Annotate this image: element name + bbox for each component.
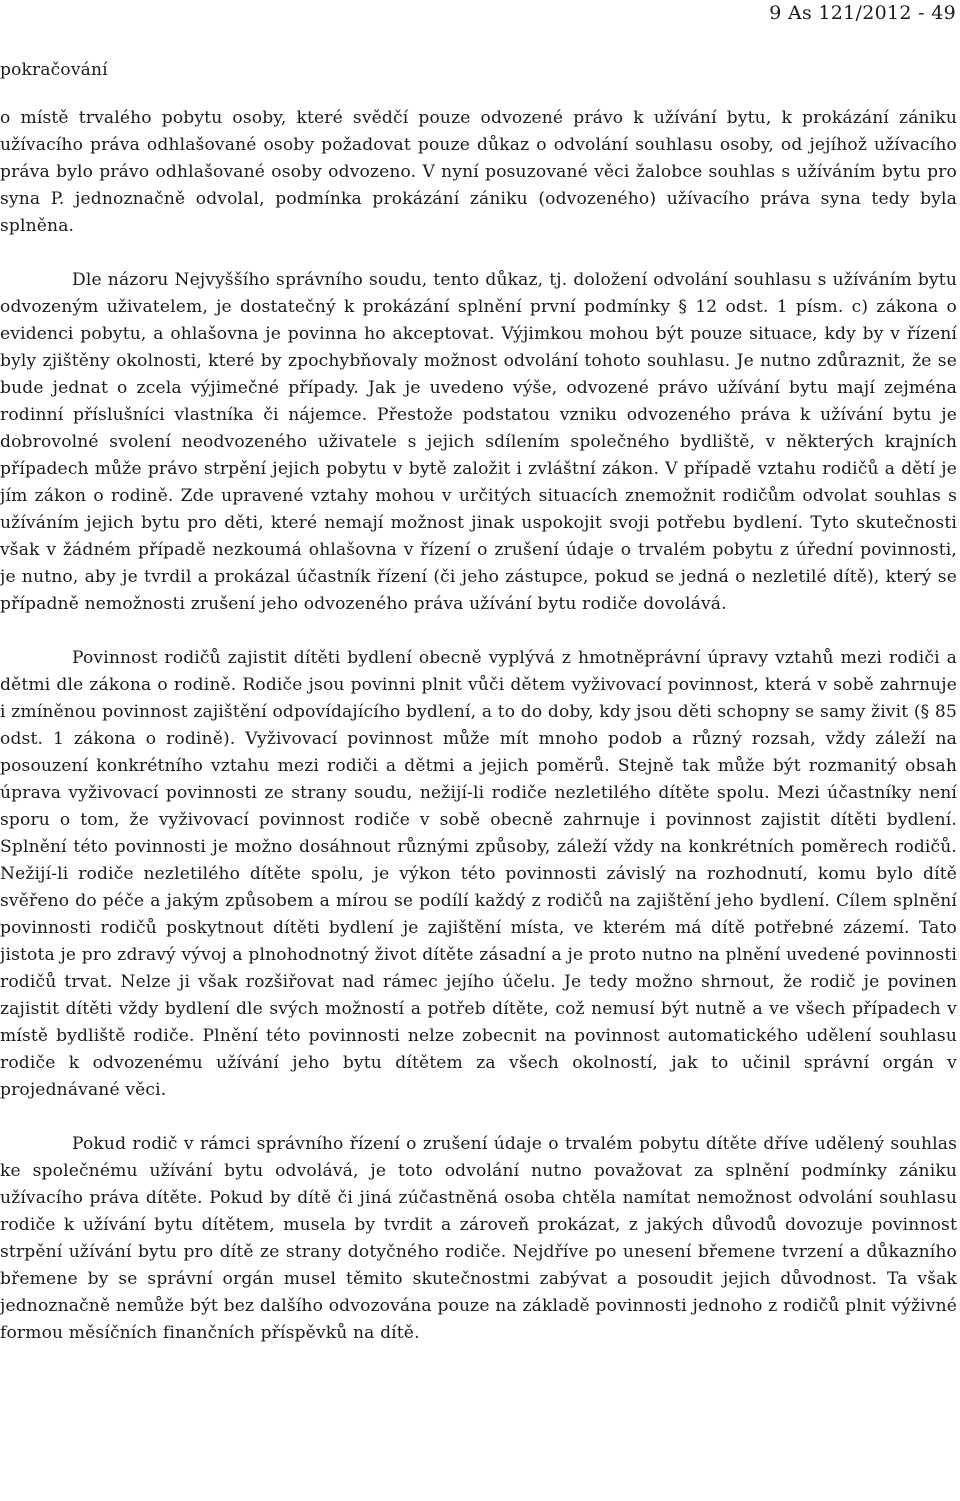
document-reference-number: 9 As 121/2012 - 49 bbox=[769, 2, 956, 24]
paragraph-2: Dle názoru Nejvyššího správního soudu, tento důkaz, tj. doložení odvolání souhlasu s užíváním bytu odvozeným uživatelem, je dostatečný k prokázání splnění první podmínky § 12 odst. 1 písm. c) zákona o evidenci pobytu, a ohlašovna je povinna ho akceptovat. Výjimkou mohou být pouze situace, kdy by v řízení byly zjištěny okolnosti, které by zpochybňovaly možnost odvolání tohoto souhlasu. Je nutno zdůraznit, že se bude jednat o zcela výjimečné případy. Jak je uvedeno výše, odvozené právo užívání bytu mají zejména rodinní příslušníci vlastníka či nájemce. Přestože podstatou vzniku odvozeného práva k užívání bytu je dobrovolné svolení neodvozeného uživatele s jejich sdílením společného bydliště, v některých krajních případech může právo strpění jejich pobytu v bytě založit i zvláštní zákon. V případě vztahu rodičů a dětí je jím zákon o rodině. Zde upravené vztahy mohou v určitých situacích znemožnit rodičům odvolat souhlas s užíváním jejich bytu pro děti, které nemají možnost jinak uspokojit svoji potřebu bydlení. Tyto skutečnosti však v žádném případě nezkoumá ohlašovna v řízení o zrušení údaje o trvalém pobytu z úřední povinnosti, je nutno, aby je tvrdil a prokázal účastník řízení (či jeho zástupce, pokud se jedná o nezletilé dítě), který se případně nemožnosti zrušení jeho odvozeného práva užívání bytu rodiče dovolává. bbox=[0, 270, 957, 614]
document-body bbox=[0, 105, 957, 1347]
paragraph-3: Povinnost rodičů zajistit dítěti bydlení obecně vyplývá z hmotněprávní úpravy vztahů mezi rodiči a dětmi dle zákona o rodině. Rodiče jsou povinni plnit vůči dětem vyživovací povinnost, která v sobě zahrnuje i zmíněnou povinnost zajištění odpovídajícího bydlení, a to do doby, kdy jsou děti schopny se samy živit (§ 85 odst. 1 zákona o rodině). Vyživovací povinnost může mít mnoho podob a různý rozsah, vždy záleží na posouzení konkrétního vztahu mezi rodiči a dětmi a jejich poměrů. Stejně tak může být rozmanitý obsah úprava vyživovací povinnosti ze strany soudu, nežijí-li rodiče nezletilého dítěte spolu. Mezi účastníky není sporu o tom, že vyživovací povinnost rodiče v sobě obecně zahrnuje i povinnost zajistit dítěti bydlení. Splnění této povinnosti je možno dosáhnout různými způsoby, záleží vždy na konkrétních poměrech rodičů. Nežijí-li rodiče nezletilého dítěte spolu, je výkon této povinnosti závislý na rozhodnutí, komu bylo dítě svěřeno do péče a jakým způsobem a mírou se podílí každý z rodičů na zajištění jeho bydlení. Cílem splnění povinnosti rodičů poskytnout dítěti bydlení je zajištění místa, ve kterém má dítě potřebné zázemí. Tato jistota je pro zdravý vývoj a plnohodnotný život dítěte zásadní a je proto nutno na plnění uvedené povinnosti rodičů trvat. Nelze ji však rozšiřovat nad rámec jejího účelu. Je tedy možno shrnout, že rodič je povinen zajistit dítěti vždy bydlení dle svých možností a potřeb dítěte, což nemusí být nutně a ve všech případech v místě bydliště rodiče. Plnění této povinnosti nelze zobecnit na povinnost automatického udělení souhlasu rodiče k odvozenému užívání jeho bytu dítětem za všech okolností, jak to učinil správní orgán v projednávané věci. bbox=[0, 648, 957, 1100]
continued-label: pokračování bbox=[0, 60, 108, 80]
paragraph-4: Pokud rodič v rámci správního řízení o zrušení údaje o trvalém pobytu dítěte dříve udělený souhlas ke společnému užívání bytu odvolává, je toto odvolání nutno považovat za splnění podmínky zániku užívacího práva dítěte. Pokud by dítě či jiná zúčastněná osoba chtěla namítat nemožnost odvolání souhlasu rodiče k užívání bytu dítětem, musela by tvrdit a zároveň prokázat, z jakých důvodů dovozuje povinnost strpění užívání bytu pro dítě ze strany dotyčného rodiče. Nejdříve po unesení břemene tvrzení a důkazního břemene by se správní orgán musel těmito skutečnostmi zabývat a posoudit jejich důvodnost. Ta však jednoznačně nemůže být bez dalšího odvozována pouze na základě povinnosti jednoho z rodičů plnit výživné formou měsíčních finančních příspěvků na dítě. bbox=[0, 1134, 957, 1343]
paragraph-1: o místě trvalého pobytu osoby, které svědčí pouze odvozené právo k užívání bytu, k prokázání zániku užívacího práva odhlašované osoby požadovat pouze důkaz o odvolání souhlasu osoby, od jejíhož užívacího práva bylo právo odhlašované osoby odvozeno. V nyní posuzované věci žalobce souhlas s užíváním bytu pro syna P. jednoznačně odvolal, podmínka prokázání zániku (odvozeného) užívacího práva syna tedy byla splněna. bbox=[0, 108, 957, 236]
